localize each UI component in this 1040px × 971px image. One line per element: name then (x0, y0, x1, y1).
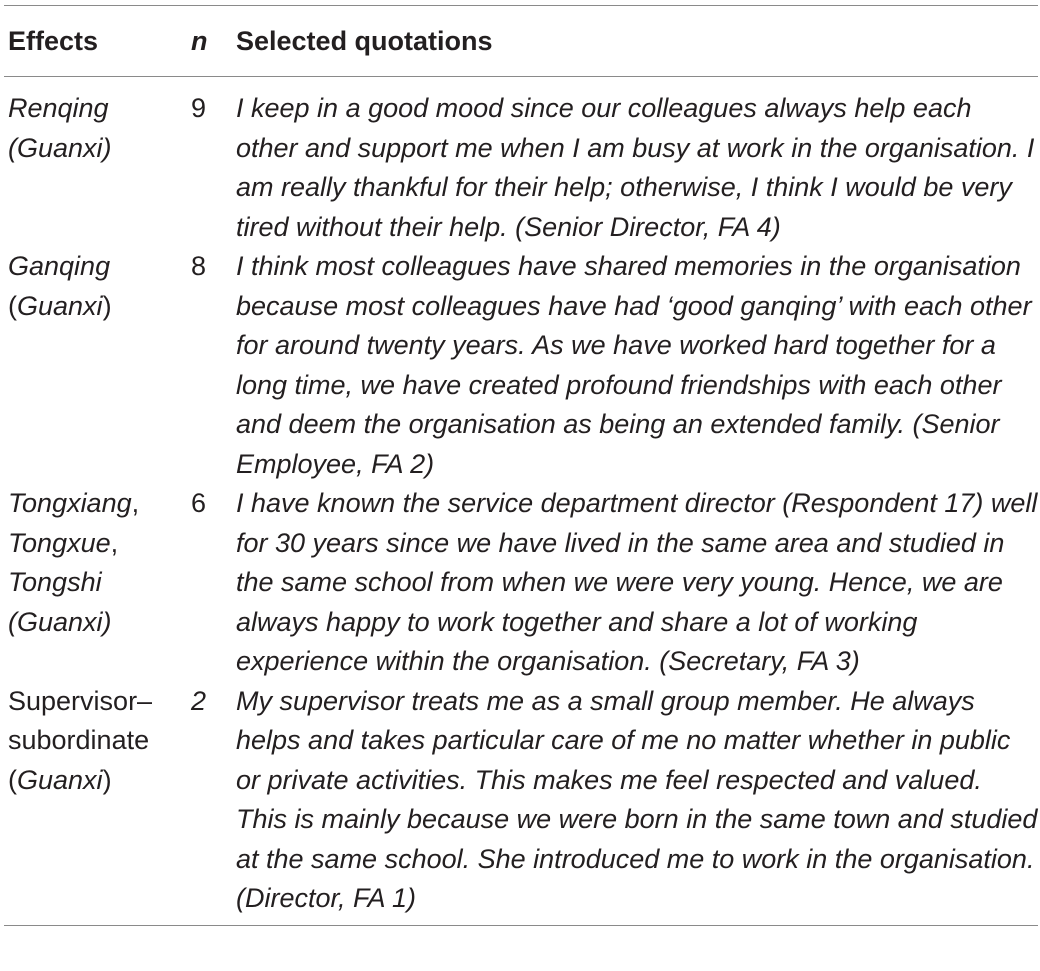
header-selected-quotations: Selected quotations (236, 25, 493, 56)
n-cell: 2 (191, 685, 207, 716)
header-n: n (191, 25, 208, 56)
quotation-cell: I have known the service department director (Respondent 17) well for 30 years since we have lived in the same area and studied in the same school from when we were very young. Hence, we are always happy to work together and share a lot of working experience within the organisation. (Secretary, FA 3) (236, 488, 1038, 676)
effect-text: , (131, 488, 140, 518)
quotations-table (4, 5, 1038, 926)
effect-text: ( (8, 764, 17, 795)
effect-line (8, 603, 184, 643)
effect-text: Guanxi (17, 764, 103, 795)
effect-cell (4, 682, 184, 919)
effect-text: Guanxi (17, 290, 103, 321)
effect-text: ( (8, 290, 17, 321)
effect-cell (4, 89, 184, 247)
table-row (4, 484, 1038, 682)
effect-text: subordinate (8, 725, 150, 755)
table-row (4, 89, 1038, 247)
effect-text: Tongxue (8, 527, 111, 558)
header-effects: Effects (8, 25, 99, 56)
n-cell: 8 (191, 251, 207, 281)
effect-text: , (110, 527, 119, 558)
table-bottom-rule (4, 925, 1038, 926)
table-body (4, 77, 1038, 919)
effect-line (8, 89, 184, 129)
effect-text: (Guanxi) (8, 132, 112, 163)
effect-text: Tongshi (8, 567, 102, 597)
quotation-cell: I keep in a good mood since our colleagues always help each other and support me when I am busy at work in the organisation. I am really thankful for their help; otherwise, I think I would be very tired without their help. (Senior Director, FA 4) (236, 93, 1035, 242)
effect-line (8, 287, 184, 327)
effect-line (8, 721, 184, 761)
effect-line (8, 761, 184, 801)
table-row (4, 682, 1038, 919)
n-cell: 6 (191, 488, 207, 518)
effect-line (8, 129, 184, 169)
effect-text: ) (102, 290, 112, 321)
effect-line (8, 247, 184, 287)
effect-text: Supervisor– (8, 685, 153, 716)
table-row (4, 247, 1038, 484)
quotation-cell: My supervisor treats me as a small group member. He always helps and takes particular care of me no matter whether in public or private activities. This makes me feel respected and valued. This is mainly because we were born in the same town and studied at the same school. She introduced me to work in the organisation. (Director, FA 1) (236, 685, 1038, 913)
effect-cell (4, 247, 184, 484)
effect-text: ) (102, 764, 112, 795)
effect-text: (Guanxi) (8, 606, 112, 637)
effect-text: Ganqing (8, 251, 111, 281)
effect-line (8, 563, 184, 603)
effect-line (8, 682, 184, 722)
effect-text: Tongxiang (8, 488, 132, 518)
effect-cell (4, 484, 184, 682)
quotation-cell: I think most colleagues have shared memories in the organisation because most colleagues have had ‘good ganqing’ with each other for around twenty years. As we have worked hard together for a long time, we have created profound friendships with each other and deem the organisation as being an extended family. (Senior Employee, FA 2) (236, 251, 1032, 479)
table-header-row (4, 6, 1038, 76)
effect-line (8, 484, 184, 524)
effect-text: Renqing (8, 93, 109, 123)
n-cell: 9 (191, 93, 207, 123)
effect-line (8, 524, 184, 564)
